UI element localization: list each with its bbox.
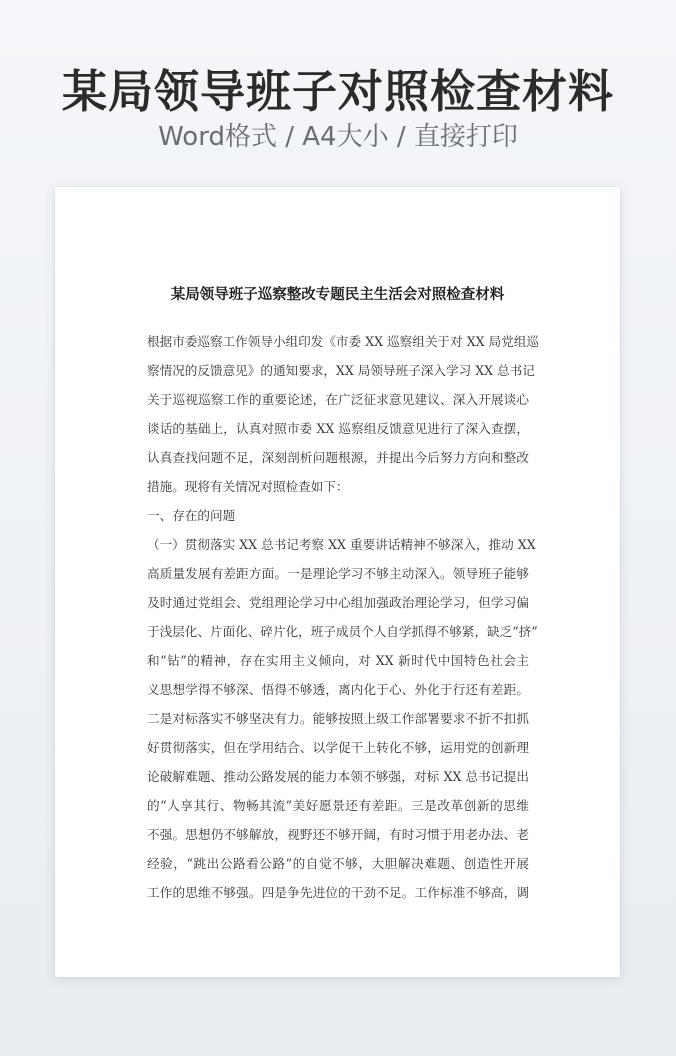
document-line: 工作的思维不够强。四是争先进位的干劲不足。工作标准不够高，调 [147, 885, 529, 900]
document-line: 及时通过党组会、党组理论学习中心组加强政治理论学习，但学习偏 [147, 595, 529, 610]
banner-title: 某局领导班子对照检查材料 [61, 65, 614, 118]
document-line: 二是对标落实不够坚决有力。能够按照上级工作部署要求不折不扣抓 [147, 711, 529, 726]
document-line: 措施。现将有关情况对照检查如下： [147, 479, 349, 494]
document-line: 的“人享其行、物畅其流”美好愿景还有差距。三是改革创新的思维 [147, 798, 529, 813]
document-title: 某局领导班子巡察整改专题民主生活会对照检查材料 [170, 286, 505, 303]
document-line: 于浅层化、片面化、碎片化，班子成员个人自学抓得不够紧，缺乏“挤” [147, 624, 538, 639]
document-line: 谈话的基础上，认真对照市委 XX 巡察组反馈意见进行了深入查摆， [147, 421, 529, 436]
document-page [55, 187, 620, 977]
document-line: 关于巡视巡察工作的重要论述，在广泛征求意见建议、深入开展谈心 [147, 392, 529, 407]
document-line: 认真查找问题不足，深刻剖析问题根源，并提出今后努力方向和整改 [147, 450, 529, 465]
document-line: 义思想学得不够深、悟得不够透，离内化于心、外化于行还有差距。 [147, 682, 529, 697]
document-line: 根据市委巡察工作领导小组印发《市委 XX 巡察组关于对 XX 局党组巡 [147, 334, 539, 349]
document-line: （一）贯彻落实 XX 总书记考察 XX 重要讲话精神不够深入，推动 XX [147, 537, 536, 552]
document-line: 经验，“跳出公路看公路”的自觉不够，大胆解决难题、创造性开展 [147, 856, 529, 871]
document-line: 论破解难题、推动公路发展的能力本领不够强，对标 XX 总书记提出 [147, 769, 529, 784]
document-line: 高质量发展有差距方面。一是理论学习不够主动深入。领导班子能够 [147, 566, 529, 581]
document-line: 察情况的反馈意见》的通知要求，XX 局领导班子深入学习 XX 总书记 [147, 363, 535, 378]
document-line: 和“钻”的精神，存在实用主义倾向，对 XX 新时代中国特色社会主 [147, 653, 529, 668]
banner-subtitle: Word格式 / A4大小 / 直接打印 [158, 122, 518, 152]
document-line: 好贯彻落实，但在学用结合、以学促干上转化不够，运用党的创新理 [147, 740, 529, 755]
document-line: 不强。思想仍不够解放，视野还不够开阔，有时习惯于用老办法、老 [147, 827, 529, 842]
document-line: 一、存在的问题 [147, 508, 236, 523]
document-body [147, 327, 539, 907]
